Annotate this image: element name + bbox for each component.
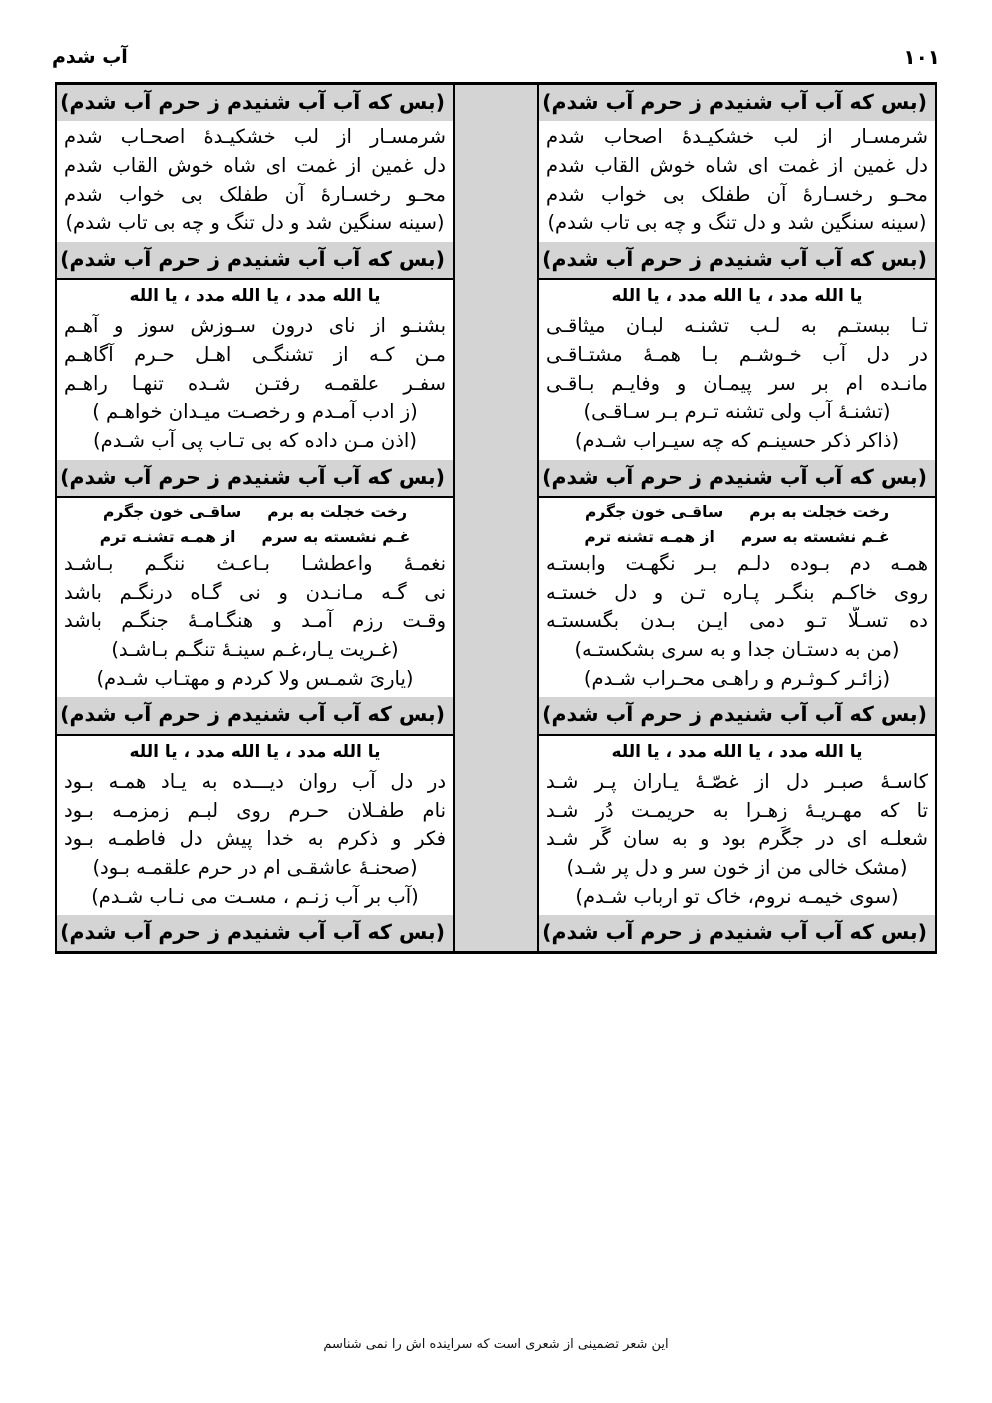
verse-line: محـو رخسـارهٔ آن طفلک بی خواب شدم bbox=[546, 182, 928, 206]
verse-line: در دل آب روان دیـــده به یـاد همـه بـود bbox=[64, 769, 446, 793]
verse-line: (من به دستـان جدا و به سری بشکستـه) bbox=[574, 638, 900, 662]
hemistich-row bbox=[546, 500, 928, 525]
verse-lines bbox=[57, 121, 453, 242]
verse-line: (سینه سنگین شد و دل تنگ و چه بی تاب شدم) bbox=[65, 211, 445, 235]
column-gutter bbox=[455, 85, 537, 951]
verse-line: (ز ادب آمـدم و رخصـت میـدان خواهـم ) bbox=[92, 400, 418, 424]
refrain-line: (بس که آب آب شنیدم ز حرم آب شدم) bbox=[57, 915, 453, 951]
refrain-line: (بس که آب آب شنیدم ز حرم آب شدم) bbox=[539, 242, 935, 278]
verse-line: (یاریَ شمـس ولا کردم و مهتـاب شـدم) bbox=[96, 666, 414, 690]
verse-block bbox=[57, 736, 453, 952]
refrain-line: (بس که آب آب شنیدم ز حرم آب شدم) bbox=[57, 697, 453, 733]
hemistich-right: ساقـی خون جگرم bbox=[584, 502, 724, 521]
hemistich-left: غـم نشسته به سرم bbox=[740, 527, 890, 546]
verse-line: (اذن مـن داده که بی تـاب پی آب شـدم) bbox=[93, 429, 417, 453]
hemistich-right: از همـه تشنه ترم bbox=[584, 527, 715, 546]
verse-line: وقـت رزم آمـد و هنگـامـهٔ جنگـم باشد bbox=[64, 609, 446, 633]
verse-line: ده تسـلّا تـو دمی ایـن بـدن بگسستـه bbox=[546, 609, 928, 633]
refrain-line: (بس که آب آب شنیدم ز حرم آب شدم) bbox=[539, 460, 935, 496]
verse-block bbox=[57, 498, 453, 736]
verse-line: نغمـهٔ واعطشـا بـاعـث ننگـم بـاشـد bbox=[64, 552, 446, 576]
refrain-line: (بس که آب آب شنیدم ز حرم آب شدم) bbox=[57, 242, 453, 278]
verse-line: مانـده ام بر سر پیمـان و وفایـم بـاقـی bbox=[546, 371, 928, 395]
verse-line: شرمسـار از لب خشکیـدهٔ اصحاب شدم bbox=[546, 125, 928, 149]
hemistich-left: رخت خجلت به برم bbox=[749, 502, 890, 521]
verse-block bbox=[539, 280, 935, 498]
verse-line: تـا ببستـم به لـب تشنـه لبـان میثاقـی bbox=[546, 314, 928, 338]
verse-block bbox=[539, 85, 935, 280]
verse-line: دل غمین از غمت ای شاه خوش القاب شدم bbox=[546, 153, 928, 177]
verse-line: (تشنـهٔ آب ولی تشنه تـرم بـر سـاقـی) bbox=[583, 400, 891, 424]
verse-line: کاسـهٔ صبـر دل از غصّـهٔ یـاران پـر شـد bbox=[546, 769, 928, 793]
verse-line: شرمسـار از لب خشکیـدهٔ اصحـاب شدم bbox=[64, 125, 446, 149]
verse-lines bbox=[539, 310, 935, 459]
page-number: ۱۰۱ bbox=[903, 45, 940, 69]
verse-line: (صحنـهٔ عاشقـی ام در حرم علقمـه بـود) bbox=[92, 855, 418, 879]
verse-line: (سینه سنگین شد و دل تنگ و چه بی تاب شدم) bbox=[547, 211, 927, 235]
verse-line: (غـریت یـار،غـم سینـهٔ تنگـم بـاشـد) bbox=[111, 638, 399, 662]
hemistich-row bbox=[64, 500, 446, 525]
invocation-line: یا الله مدد ، یا الله مدد ، یا الله bbox=[57, 280, 453, 310]
verse-lines bbox=[539, 121, 935, 242]
verse-line: (زائـر کـوثـرم و راهـی محـراب شـدم) bbox=[583, 666, 891, 690]
verse-lines bbox=[539, 498, 935, 698]
invocation-line: یا الله مدد ، یا الله مدد ، یا الله bbox=[539, 736, 935, 766]
hemistich-right: ساقـی خون جگرم bbox=[102, 502, 242, 521]
refrain-line: (بس که آب آب شنیدم ز حرم آب شدم) bbox=[57, 460, 453, 496]
verse-line: مـن کـه از تشنگـی اهـل حـرم آگاهـم bbox=[64, 343, 446, 367]
verse-line: نی گـه مـانـدن و نی گـاه درنگـم باشد bbox=[64, 580, 446, 604]
verse-line: شعلـه ای در جگَرم بود و به سان گَر شـد bbox=[546, 827, 928, 851]
verse-line: (مشک خالی من از خون سر و دل پر شـد) bbox=[566, 855, 908, 879]
refrain-line: (بس که آب آب شنیدم ز حرم آب شدم) bbox=[57, 85, 453, 121]
verse-block bbox=[539, 498, 935, 736]
invocation-line: یا الله مدد ، یا الله مدد ، یا الله bbox=[57, 736, 453, 766]
hemistich-right: از همـه تشنـه ترم bbox=[99, 527, 236, 546]
verse-column-right bbox=[55, 85, 455, 951]
hemistich-left: رخت خجلت به برم bbox=[267, 502, 408, 521]
verse-line: (ذاکر ذکر حسینـم که چه سیـراب شـدم) bbox=[574, 429, 900, 453]
verse-line: سفـر علقمـه رفتـن شـده تنهـا راهـم bbox=[64, 371, 446, 395]
verse-line: همـه دم بـوده دلـم بـر نگهـت وابستـه bbox=[546, 552, 928, 576]
refrain-line: (بس که آب آب شنیدم ز حرم آب شدم) bbox=[539, 697, 935, 733]
verse-line: (سوی خیمـه نروم، خاک تو ارباب شـدم) bbox=[575, 884, 899, 908]
running-head bbox=[52, 40, 940, 74]
verse-lines bbox=[57, 310, 453, 459]
verse-line: فکر و ذکرم به خدا پیش دل فاطمـه بـود bbox=[64, 827, 446, 851]
verse-line: بشنـو از نای درون سـوزش سوز و آهـم bbox=[64, 314, 446, 338]
hemistich-left: غـم نشسته به سرم bbox=[261, 527, 411, 546]
verse-line: نام طفـلان حـرم روی لبـم زمزمـه بـود bbox=[64, 798, 446, 822]
refrain-line: (بس که آب آب شنیدم ز حرم آب شدم) bbox=[539, 85, 935, 121]
verse-block bbox=[57, 85, 453, 280]
verse-line: دل غمین از غمت ای شاه خوش القاب شدم bbox=[64, 153, 446, 177]
hemistich-row bbox=[546, 525, 928, 550]
verse-line: روی خاکـم بنگـر پـاره تـن و دل خستـه bbox=[546, 580, 928, 604]
footnote: این شعر تضمینی از شعری است که سراینده اش را نمی شناسم bbox=[323, 1337, 669, 1352]
verse-line: در دل آب خـوشـم بـا همـهٔ مشتـاقـی bbox=[546, 343, 928, 367]
hemistich-row bbox=[64, 525, 446, 550]
verse-block bbox=[539, 736, 935, 952]
verse-line: محـو رخسـارهٔ آن طفلک بی خواب شدم bbox=[64, 182, 446, 206]
verse-line: تا که مهـریـهٔ زهـرا به حریمـت دُر شـد bbox=[546, 798, 928, 822]
verse-column-left bbox=[537, 85, 937, 951]
running-head-title: آب شدم bbox=[52, 45, 128, 68]
verse-lines bbox=[539, 766, 935, 915]
refrain-line: (بس که آب آب شنیدم ز حرم آب شدم) bbox=[539, 915, 935, 951]
verse-lines bbox=[57, 766, 453, 915]
verse-lines bbox=[57, 498, 453, 698]
verse-line: (آب بر آب زنـم ، مسـت می نـاب شـدم) bbox=[91, 884, 419, 908]
verse-table bbox=[55, 82, 937, 954]
invocation-line: یا الله مدد ، یا الله مدد ، یا الله bbox=[539, 280, 935, 310]
verse-block bbox=[57, 280, 453, 498]
